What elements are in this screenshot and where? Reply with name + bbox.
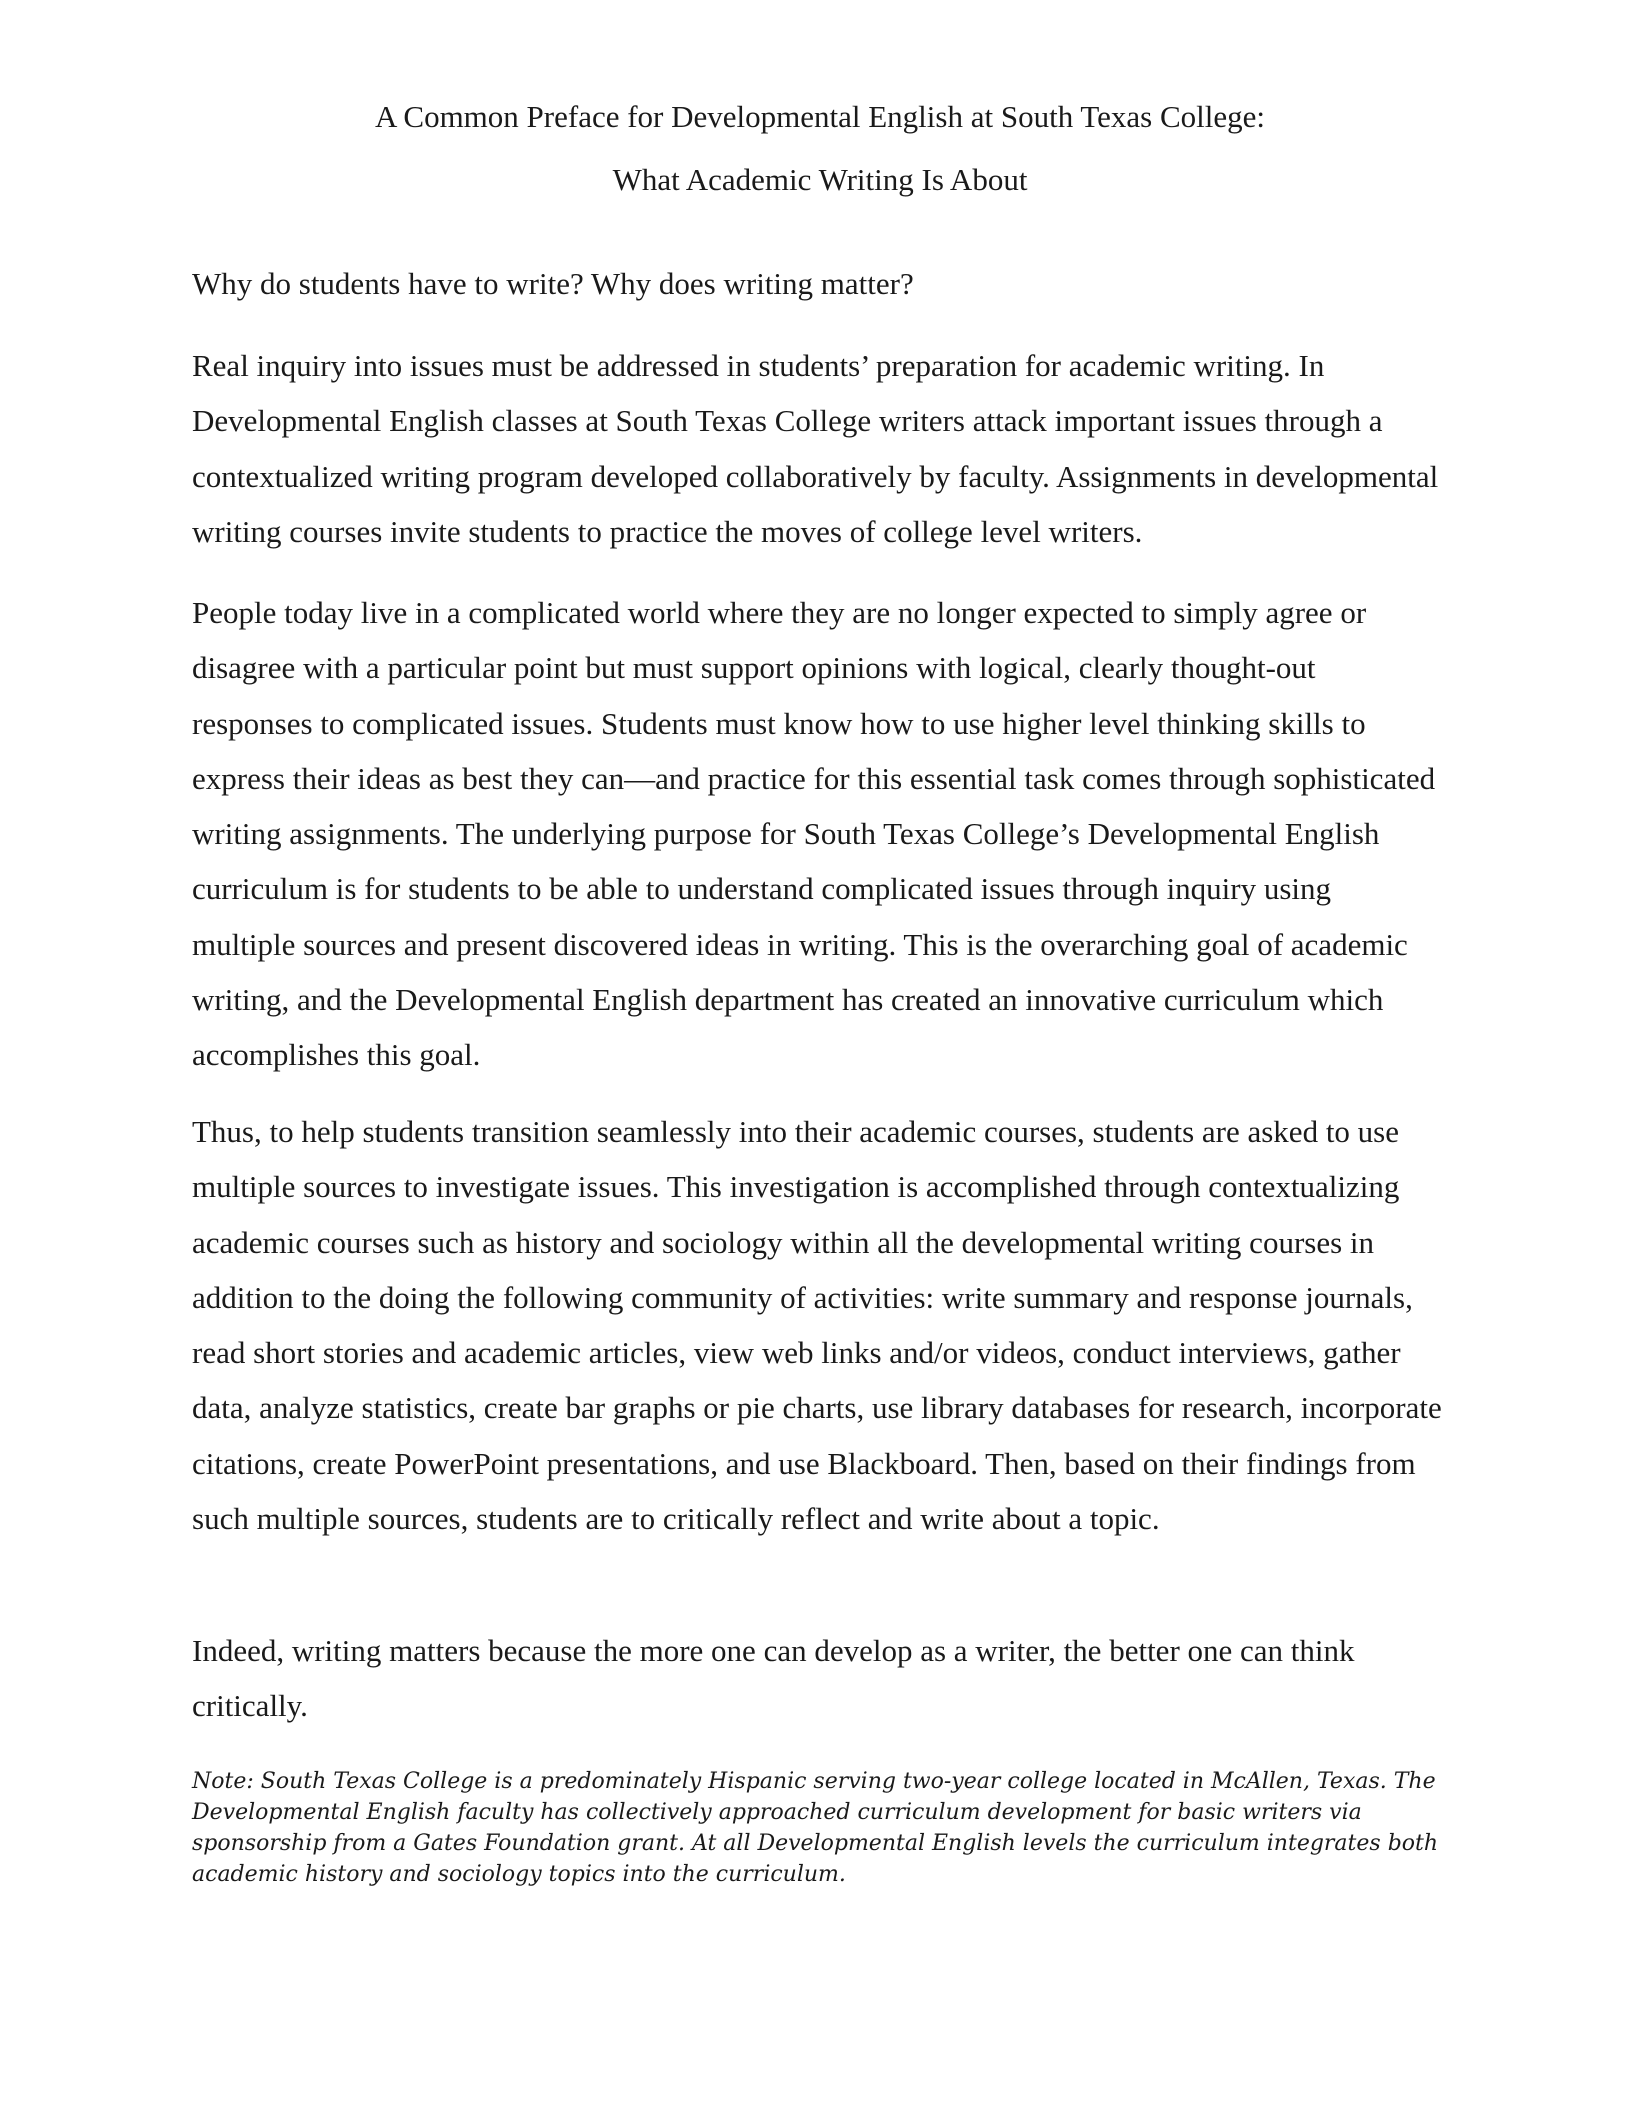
lead-question: Why do students have to write? Why does writing matter? <box>192 266 914 301</box>
footnote: Note: South Texas College is a predominately Hispanic serving two-year college located in McAllen, Texas. The Developmental English faculty has collectively approached curriculum development for basic writers via sponsorship from a Gates Foundation grant. At all Developmental English levels the curriculum integrates both academic history and sociology topics into the curriculum. <box>192 1769 1439 1887</box>
paragraph-multiple-sources: Thus, to help students transition seamlessly into their academic courses, students are asked to use multiple sources to investigate issues. This investigation is accomplished through contextualizing academic courses such as history and sociology within all the developmental writing courses in addition to the doing the following community of activities: write summary and response journals, read short stories and academic articles, view web links and/or videos, conduct interviews, gather data, analyze statistics, create bar graphs or pie charts, use library databases for research, incorporate citations, create PowerPoint presentations, and use Blackboard. Then, based on their findings from such multiple sources, students are to critically reflect and write about a topic. <box>192 1114 1442 1537</box>
paragraph-inquiry: Real inquiry into issues must be addressed in students’ preparation for academic writing. In Developmental English classes at South Texas College writers attack important issues through a contextualized writing program developed collaboratively by faculty. Assignments in developmental writing courses invite students to practice the moves of college level writers. <box>192 348 1439 549</box>
document-title-line-2: What Academic Writing Is About <box>612 162 1028 197</box>
paragraph-conclusion: Indeed, writing matters because the more one can develop as a writer, the better one can think critically. <box>192 1633 1355 1724</box>
paragraph-complicated-world: People today live in a complicated world where they are no longer expected to simply agree or disagree with a particular point but must support opinions with logical, clearly thought-out responses to complicated issues. Students must know how to use higher level thinking skills to express their ideas as best they can—and practice for this essential task comes through sophisticated writing assignments. The underlying purpose for South Texas College’s Developmental English curriculum is for students to be able to understand complicated issues through inquiry using multiple sources and present discovered ideas in writing. This is the overarching goal of academic writing, and the Developmental English department has created an innovative curriculum which accomplishes this goal. <box>192 595 1436 1073</box>
document-title-line-1: A Common Preface for Developmental English at South Texas College: <box>374 99 1266 134</box>
